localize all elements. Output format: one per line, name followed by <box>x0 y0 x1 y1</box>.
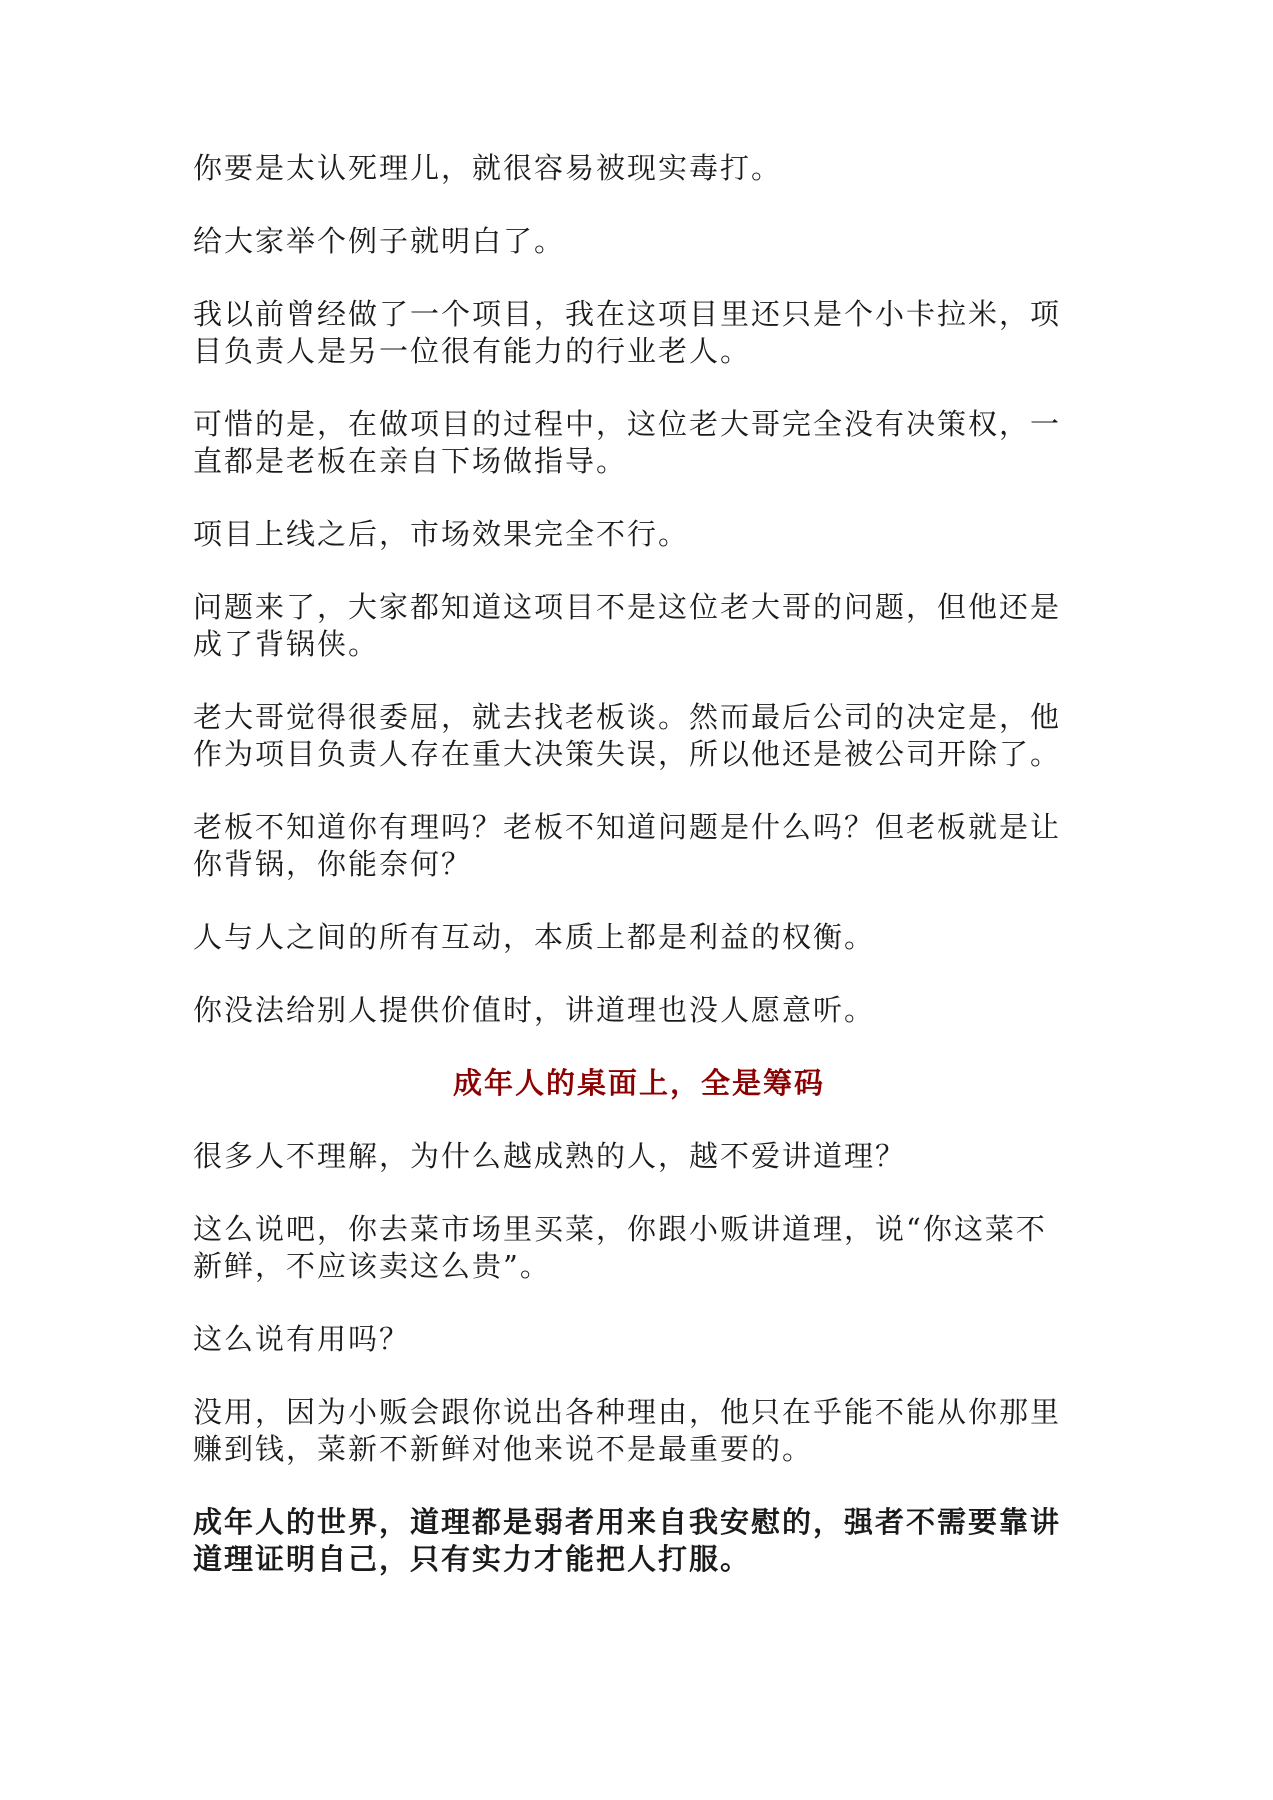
paragraph: 你要是太认死理儿，就很容易被现实毒打。 <box>193 151 783 185</box>
paragraph: 问题来了，大家都知道这项目不是这位老大哥的问题，但他还是 成了背锅侠。 <box>193 590 1062 661</box>
section-heading: 成年人的桌面上，全是筹码 <box>452 1066 825 1100</box>
paragraph: 给大家举个例子就明白了。 <box>193 224 566 258</box>
paragraph: 可惜的是，在做项目的过程中，这位老大哥完全没有决策权，一 直都是老板在亲自下场做指导。 <box>193 407 1062 478</box>
bold-conclusion-paragraph: 成年人的世界，道理都是弱者用来自我安慰的，强者不需要靠讲 道理证明自己，只有实力才能把人打服。 <box>193 1505 1062 1576</box>
paragraph: 老板不知道你有理吗？老板不知道问题是什么吗？但老板就是让 你背锅，你能奈何？ <box>193 810 1062 881</box>
paragraph: 人与人之间的所有互动，本质上都是利益的权衡。 <box>193 920 876 954</box>
paragraph: 这么说有用吗？ <box>193 1322 411 1356</box>
paragraph: 你没法给别人提供价值时，讲道理也没人愿意听。 <box>193 993 876 1027</box>
paragraph: 项目上线之后，市场效果完全不行。 <box>193 517 690 551</box>
paragraph: 老大哥觉得很委屈，就去找老板谈。然而最后公司的决定是，他 作为项目负责人存在重大决策失误，所以他还是被公司开除了。 <box>193 700 1062 771</box>
paragraph: 这么说吧，你去菜市场里买菜，你跟小贩讲道理，说“你这菜不 新鲜，不应该卖这么贵”。 <box>193 1212 1047 1283</box>
paragraph: 没用，因为小贩会跟你说出各种理由，他只在乎能不能从你那里 赚到钱，菜新不新鲜对他来说不是最重要的。 <box>193 1395 1062 1466</box>
paragraph: 很多人不理解，为什么越成熟的人，越不爱讲道理？ <box>193 1139 907 1173</box>
paragraph: 我以前曾经做了一个项目，我在这项目里还只是个小卡拉米，项 目负责人是另一位很有能力的行业老人。 <box>193 297 1062 368</box>
document-page <box>193 150 1085 1614</box>
